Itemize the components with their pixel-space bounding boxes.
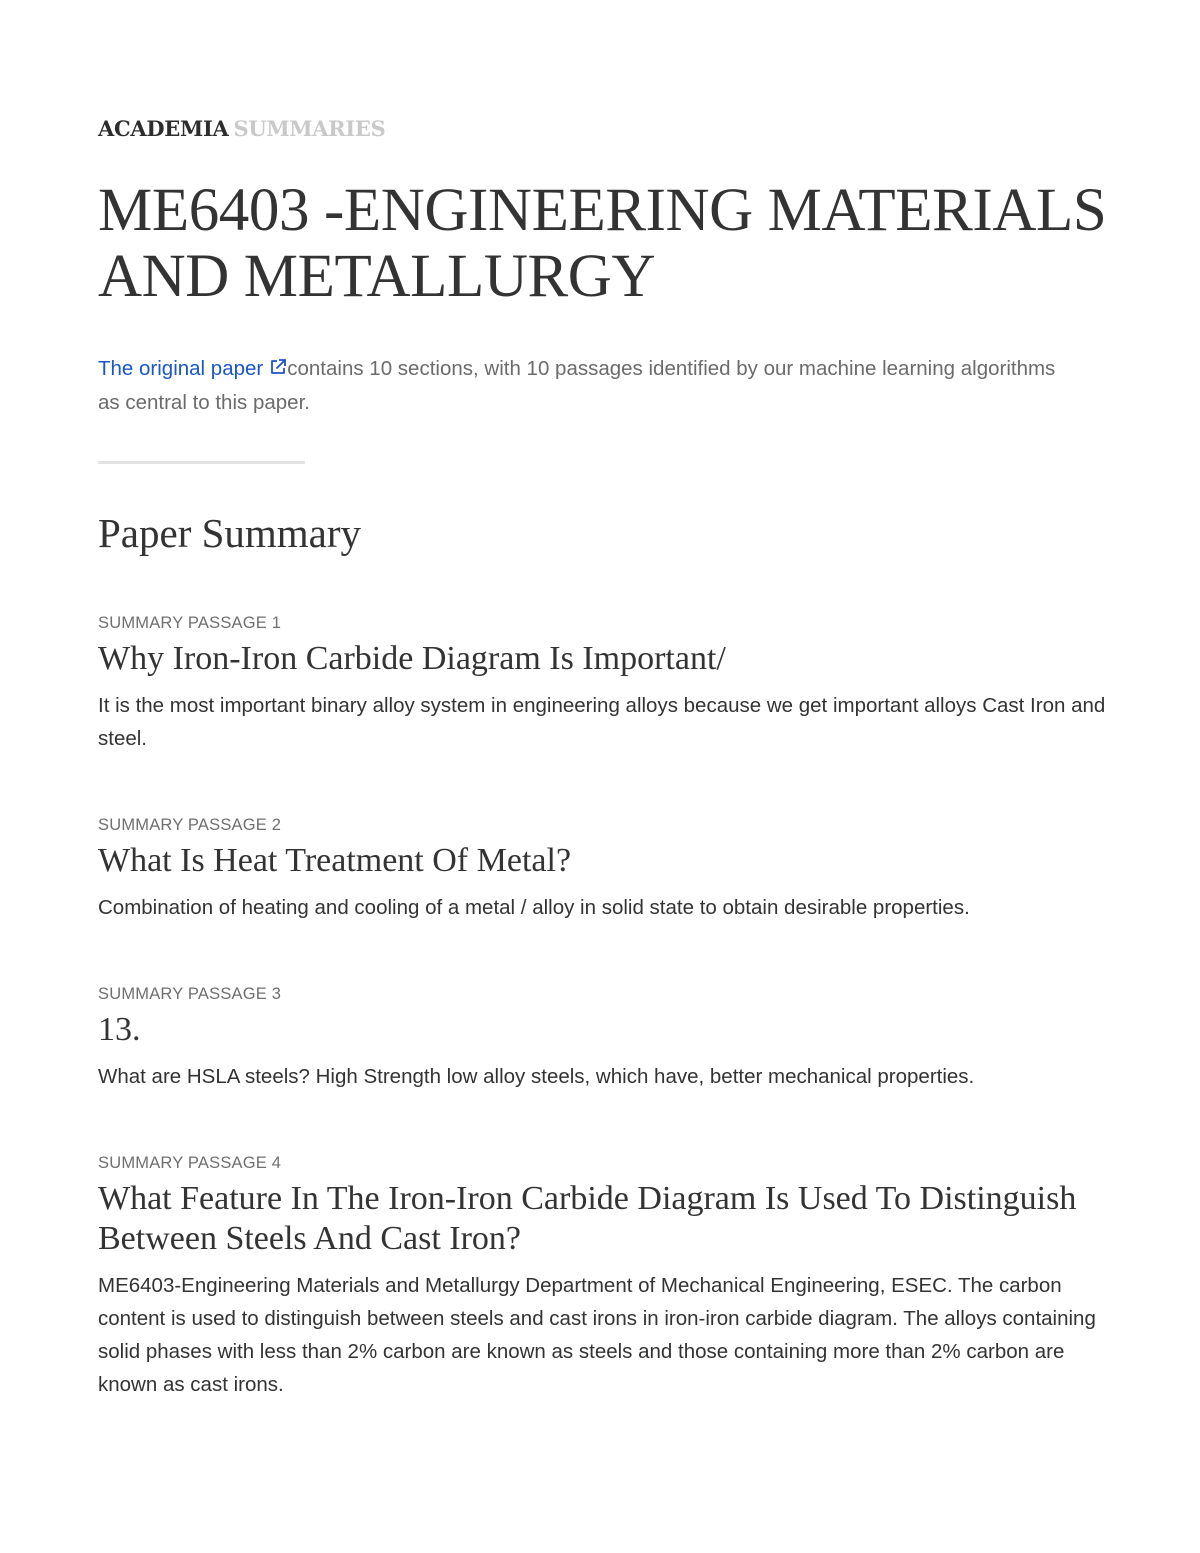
passage-body: What are HSLA steels? High Strength low alloy steels, which have, better mechanical properties. bbox=[98, 1065, 975, 1088]
passage-label: SUMMARY PASSAGE 1 bbox=[98, 614, 282, 632]
passage-heading: 13. bbox=[98, 1011, 141, 1048]
summary-passage-2 bbox=[98, 815, 1108, 924]
passage-heading: Why Iron-Iron Carbide Diagram Is Important/ bbox=[98, 640, 726, 677]
section-title: Paper Summary bbox=[98, 510, 362, 556]
passage-body: ME6403-Engineering Materials and Metallurgy Department of Mechanical Engineering, ESEC. The carbon content is used to distinguish between steels and cast irons in iron-iron carbide diagram. The alloys containing solid phases with less than 2% carbon are known as steels and those containing more than 2% carbon are known as cast irons. bbox=[98, 1274, 1096, 1396]
external-link-icon[interactable] bbox=[269, 358, 287, 376]
summary-passage-1 bbox=[98, 613, 1108, 755]
brand-primary: ACADEMIA bbox=[98, 116, 229, 141]
passage-heading: What Feature In The Iron-Iron Carbide Diagram Is Used To Distinguish Between Steels And Cast Iron? bbox=[98, 1180, 1077, 1257]
summary-passage-3 bbox=[98, 984, 1108, 1093]
passage-label: SUMMARY PASSAGE 3 bbox=[98, 985, 282, 1003]
passage-body: Combination of heating and cooling of a metal / alloy in solid state to obtain desirable properties. bbox=[98, 896, 970, 919]
intro-paragraph bbox=[98, 352, 1058, 420]
passage-label: SUMMARY PASSAGE 4 bbox=[98, 1154, 282, 1172]
intro-text: contains 10 sections, with 10 passages identified by our machine learning algorithms as central to this paper. bbox=[98, 357, 1056, 414]
brand-logo[interactable] bbox=[98, 116, 386, 141]
page-title: ME6403 -ENGINEERING MATERIALS AND METALLURGY bbox=[98, 177, 1107, 310]
passage-label: SUMMARY PASSAGE 2 bbox=[98, 816, 282, 834]
passage-heading: What Is Heat Treatment Of Metal? bbox=[98, 842, 572, 879]
section-divider bbox=[98, 461, 305, 464]
brand-secondary: SUMMARIES bbox=[233, 116, 386, 141]
original-paper-link-label: The original paper bbox=[98, 357, 264, 380]
passage-body: It is the most important binary alloy system in engineering alloys because we get important alloys Cast Iron and steel. bbox=[98, 694, 1106, 750]
summary-passage-4 bbox=[98, 1153, 1108, 1401]
original-paper-link[interactable] bbox=[98, 357, 287, 380]
